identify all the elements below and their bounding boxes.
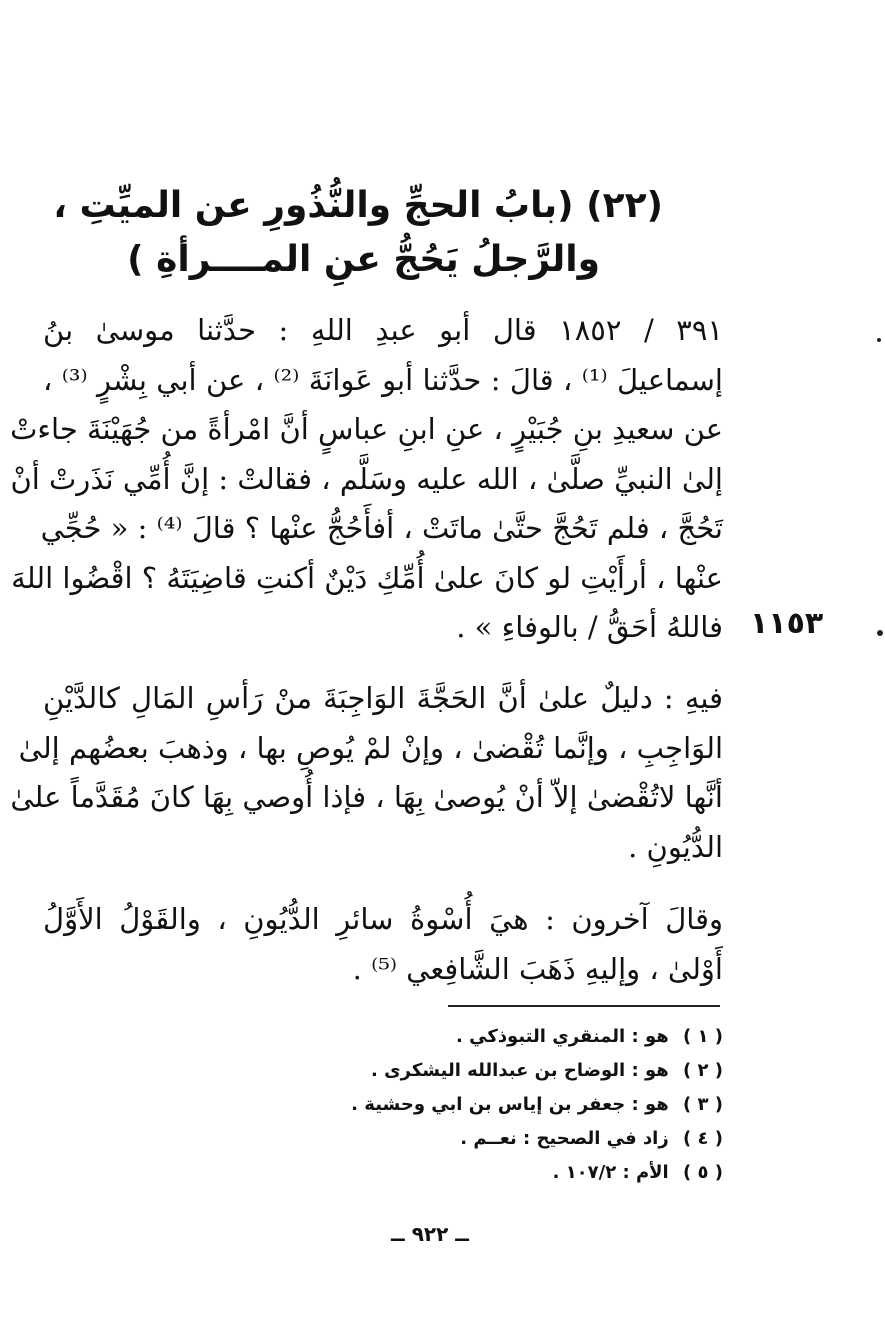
footnote-number: ( ٥ ) [683, 1162, 723, 1183]
text-line: عن سعيدِ بنِ جُبَيْرٍ ، عنِ ابنِ عباسٍ أنَّ امْرأةً من جُهَيْنَةَ جاءتْ [10, 412, 723, 446]
hadith-paragraph [10, 306, 723, 653]
marginal-page-reference: ١١٥٣ [750, 606, 824, 641]
edge-mark [877, 338, 881, 342]
footnote-text: زاد في الصحيح : نعــم . [460, 1128, 669, 1149]
text-line: فيهِ : دليلٌ علىٰ أنَّ الحَجَّةَ الوَاجِبَةَ منْ رَأسِ المَالِ كالدَّيْنِ [43, 681, 723, 715]
text-line: تَحُجَّ ، فلم تَحُجَّ حتَّىٰ ماتَتْ ، أفأَحُجُّ عنْها ؟ قالَ ⁽⁴⁾ : « حُجِّي [40, 511, 723, 545]
footnote-text: هو : الوضاح بن عبدالله اليشكرى . [371, 1060, 669, 1081]
footnote-number: ( ٣ ) [683, 1094, 723, 1115]
text-line: إسماعيلَ ⁽¹⁾ ، قالَ : حدَّثنا أبو عَوانَةَ ⁽²⁾ ، عن أبي بِشْرٍ ⁽³⁾ ، [43, 362, 723, 397]
footnote-text: هو : المنقري التبوذكي . [456, 1026, 669, 1047]
chapter-heading-line-2: والرَّجلُ يَحُجُّ عنِ المــــرأةِ ) [127, 239, 600, 280]
text-line: ٣٩١ / ١٨٥٢ قال أبو عبدِ اللهِ : حدَّثنا موسىٰ بنُ [43, 313, 723, 347]
footnote [303, 1020, 723, 1054]
footnotes [303, 1020, 723, 1190]
footnote-text: هو : جعفر بن إياس بن ابي وحشية . [351, 1094, 669, 1115]
footnote-number: ( ١ ) [683, 1026, 723, 1047]
footnote [303, 1122, 723, 1156]
footnote [303, 1156, 723, 1190]
text-line: عنْها ، أرأَيْتِ لو كانَ علىٰ أُمِّكِ دَيْنٌ أكنتِ قاضِيَتَهُ ؟ اقْضُوا اللهَ [11, 560, 723, 595]
commentary-paragraph-2 [43, 895, 723, 994]
footnote-text: الأم : ١٠٧/٢ . [552, 1162, 669, 1183]
chapter-heading-line-1: (٢٢) (بابُ الحجِّ والنُّذُورِ عن الميِّتِ ، [53, 185, 663, 226]
commentary-paragraph [10, 674, 723, 872]
footnote-number: ( ٤ ) [683, 1128, 723, 1149]
text-line: الدُّيُونِ . [628, 829, 723, 864]
text-line: فاللهُ أحَقُّ / بالوفاءِ » . [456, 610, 723, 644]
page-number: ــ ٩٢٢ ــ [391, 1222, 469, 1246]
text-line: أَوْلىٰ ، وإليهِ ذَهَبَ الشَّافِعي ⁽⁵⁾ . [352, 951, 723, 986]
text-line: أنَّها لاتُقْضىٰ إلاّ أنْ يُوصىٰ بِهَا ، فإذا أُوصي بِهَا كانَ مُقَدَّماً علىٰ [10, 780, 723, 814]
edge-mark [877, 630, 883, 636]
footnote-divider [448, 1005, 720, 1007]
text-line: إلىٰ النبيِّ صلَّىٰ ، الله عليه وسَلَّم ، فقالتْ : إنَّ أُمِّي نَذَرتْ أنْ [10, 461, 723, 496]
text-line: الوَاجِبِ ، وإنَّما تُقْضىٰ ، وإنْ لمْ يُوصِ بها ، وذهبَ بعضُهم إلىٰ [18, 730, 723, 765]
footnote [303, 1054, 723, 1088]
text-line: وقالَ آخرون : هيَ أُسْوةُ سائرِ الدُّيُونِ ، والقَوْلُ الأَوَّلُ [43, 902, 723, 936]
footnote-number: ( ٢ ) [683, 1060, 723, 1081]
footnote [303, 1088, 723, 1122]
